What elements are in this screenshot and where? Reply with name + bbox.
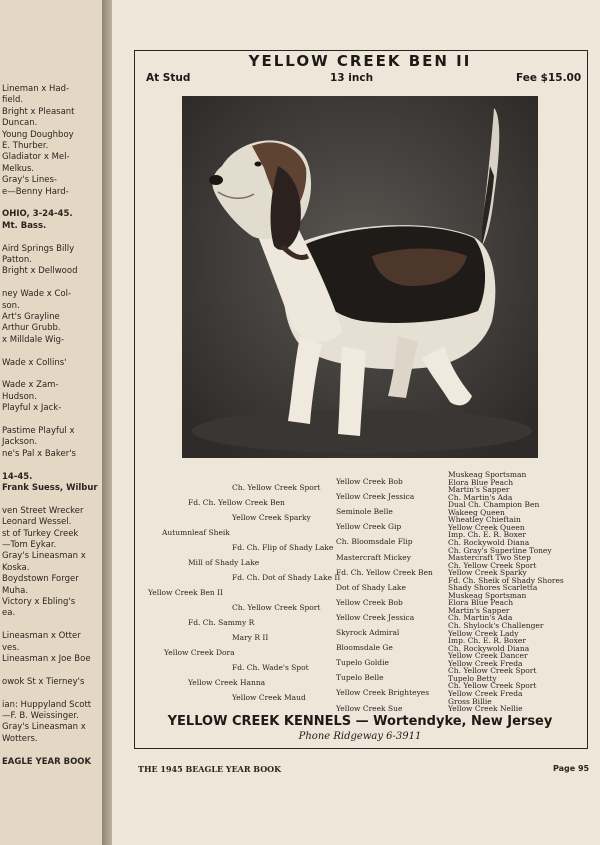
left-page-line: Wotters. xyxy=(2,733,38,744)
pedigree-gen4: Seminole Belle xyxy=(336,507,393,517)
left-page-line: ne's Pal x Baker's xyxy=(2,448,76,459)
pedigree-gen5: Ch. Yellow Creek Sport xyxy=(448,560,537,570)
left-page-line: ves. xyxy=(2,642,20,653)
left-page-line: —Tom Eykar. xyxy=(2,540,57,550)
pedigree-gen5: Wakeeg Queen xyxy=(448,507,505,517)
kennel-name: YELLOW CREEK KENNELS — Wortendyke, New Jersey xyxy=(167,714,553,729)
left-page-line: Young Doughboy xyxy=(2,129,74,140)
left-page-line: Wade x Collins' xyxy=(2,357,67,368)
pedigree-subject: Yellow Creek Ben II xyxy=(148,588,224,597)
pedigree-gen2: Mill of Shady Lake xyxy=(188,558,260,567)
footer-page-number: Page 95 xyxy=(553,764,590,773)
left-page-line: Gray's Lineasman x xyxy=(2,551,86,562)
pedigree-gen3: Fd. Ch. Flip of Shady Lake xyxy=(232,543,334,552)
pedigree-gen4: Yellow Creek Bob xyxy=(336,477,403,486)
left-page-line: ney Wade x Col- xyxy=(2,289,72,300)
pedigree-gen5: Elora Blue Peach xyxy=(448,598,514,608)
pedigree-gen5: Yellow Creek Sparky xyxy=(448,568,527,578)
pedigree-gen5: Tupelo Betty xyxy=(448,673,497,683)
pedigree-gen5: Muskeag Sportsman xyxy=(448,470,527,479)
pedigree-gen5: Yellow Creek Nellie xyxy=(448,704,523,714)
pedigree-gen5: Fd. Ch. Sheik of Shady Shores xyxy=(448,575,564,585)
pedigree-gen5: Ch. Rockywold Diana xyxy=(448,537,530,547)
pedigree-gen5: Imp. Ch. E. R. Boxer xyxy=(448,636,526,646)
left-page-line: x Milldale Wig- xyxy=(2,334,65,345)
left-page-line: owok St x Tierney's xyxy=(2,676,85,687)
left-page-line: Wade x Zam- xyxy=(2,380,59,391)
pedigree-gen5: Dual Ch. Champion Ben xyxy=(448,500,540,510)
pedigree-gen4: Ch. Bloomsdale Flip xyxy=(336,537,413,547)
pedigree-gen5: Ch. Yellow Creek Sport xyxy=(448,681,537,691)
left-page-line: Victory x Ebling's xyxy=(2,597,76,607)
pedigree-gen4: Fd. Ch. Yellow Creek Ben xyxy=(336,567,433,577)
pedigree-gen2: Autumnleaf Sheik xyxy=(162,528,230,537)
pedigree-gen5: Martin's Sapper xyxy=(448,485,510,495)
pedigree-gen5: Ch. Gray's Superline Toney xyxy=(448,545,552,555)
left-page-line: Leonard Wessel. xyxy=(2,517,72,528)
pedigree-gen5: Gross Billie xyxy=(448,696,492,706)
pedigree-gen4: Dot of Shady Lake xyxy=(336,582,406,592)
left-page-line: Patton. xyxy=(2,255,32,265)
pedigree-gen4: Yellow Creek Brighteyes xyxy=(336,688,430,698)
pedigree-gen2: Yellow Creek Hanna xyxy=(188,678,266,687)
left-page-line: —F. B. Weissinger. xyxy=(2,711,79,721)
left-page-line: 14-45. xyxy=(2,471,33,482)
left-page-line: Muha. xyxy=(2,585,29,596)
pedigree-gen3: Yellow Creek Maud xyxy=(232,693,306,702)
left-page-line: ian: Huppyland Scott xyxy=(2,699,92,710)
pedigree-gen4: Skyrock Admiral xyxy=(336,628,400,637)
left-page-line: son. xyxy=(2,300,20,311)
pedigree-gen4: Yellow Creek Gip xyxy=(336,522,402,532)
left-page-line: Lineasman x Joe Boe xyxy=(2,654,91,664)
pedigree-gen4: Tupelo Belle xyxy=(336,673,384,683)
left-page-line: Lineasman x Otter xyxy=(2,631,81,642)
left-page-line: Koska. xyxy=(2,562,30,573)
pedigree-gen5: Shady Shores Scarletta xyxy=(448,583,538,593)
left-page-line: E. Thurber. xyxy=(2,141,49,151)
left-page-line: Pastime Playful x xyxy=(2,426,75,436)
pedigree-gen3: Fd. Ch. Dot of Shady Lake II xyxy=(232,573,341,582)
footer-book-title: THE 1945 BEAGLE YEAR BOOK xyxy=(138,764,282,774)
pedigree-gen4: Yellow Creek Bob xyxy=(336,597,403,607)
pedigree-dam: Yellow Creek Dora xyxy=(164,648,235,657)
left-page-line: Hudson. xyxy=(2,391,37,402)
pedigree-gen3: Ch. Yellow Creek Sport xyxy=(232,603,321,612)
kennel-phone: Phone Ridgeway 6-3911 xyxy=(298,731,422,742)
left-page-line: EAGLE YEAR BOOK xyxy=(2,756,92,767)
left-page-line: ven Street Wrecker xyxy=(2,505,84,516)
pedigree-gen5: Yellow Creek Freda xyxy=(448,658,523,668)
left-page-line: Gray's Lines- xyxy=(2,175,57,186)
left-page-line: Aird Springs Billy xyxy=(2,243,75,254)
pedigree-gen4: Yellow Creek Sue xyxy=(336,703,403,713)
pedigree-gen3: Fd. Ch. Wade's Spot xyxy=(232,663,309,672)
left-page-line: Boydstown Forger xyxy=(2,574,79,585)
pedigree-gen5: Elora Blue Peach xyxy=(448,477,514,487)
pedigree-gen2: Fd. Ch. Sammy R xyxy=(188,618,255,627)
pedigree-gen5: Ch. Shylock's Challenger xyxy=(448,621,544,630)
left-page-line: Arthur Grubb. xyxy=(2,323,61,334)
pedigree-gen4: Yellow Creek Jessica xyxy=(336,612,415,622)
pedigree-gen3: Mary R II xyxy=(232,633,269,642)
pedigree-gen5: Yellow Creek Queen xyxy=(448,522,525,532)
pedigree-gen3: Ch. Yellow Creek Sport xyxy=(232,483,321,492)
pedigree-gen4: Bloomsdale Ge xyxy=(336,643,393,653)
left-page-line: Duncan. xyxy=(2,118,38,129)
at-stud-label: At Stud xyxy=(146,72,191,84)
left-page-line: Melkus. xyxy=(2,163,35,174)
left-page-line: field. xyxy=(2,95,24,106)
left-page-line: Bright x Dellwood xyxy=(2,266,78,277)
pedigree-gen5: Ch. Martin's Ada xyxy=(448,492,513,502)
pedigree-gen5: Ch. Yellow Creek Sport xyxy=(448,666,537,676)
pedigree-gen5: Yellow Creek Dancer xyxy=(448,651,528,661)
pedigree-gen5: Yellow Creek Freda xyxy=(448,688,523,698)
pedigree-gen5: Ch. Martin's Ada xyxy=(448,613,513,623)
pedigree-gen5: Mastercraft Two Step xyxy=(448,553,531,563)
left-page-line: st of Turkey Creek xyxy=(2,528,79,539)
left-page-line: Jackson. xyxy=(2,437,38,448)
left-page-line: Playful x Jack- xyxy=(2,403,62,414)
ad-title: YELLOW CREEK BEN II xyxy=(248,52,472,70)
left-page-line: e—Benny Hard- xyxy=(2,186,69,197)
left-page-line: Mt. Bass. xyxy=(2,220,47,231)
pedigree-gen3: Yellow Creek Sparky xyxy=(232,513,311,522)
left-page-line: Art's Grayline xyxy=(2,312,60,322)
left-page-line: Bright x Pleasant xyxy=(2,106,75,117)
left-page-line: OHIO, 3-24-45. xyxy=(2,209,73,220)
left-page-line: ea. xyxy=(2,608,16,619)
left-page-line: Lineman x Had- xyxy=(2,84,70,94)
size-label: 13 inch xyxy=(330,72,374,84)
left-page-line: Frank Suess, Wilbur xyxy=(2,483,98,493)
pedigree-gen5: Ch. Rockywold Diana xyxy=(448,643,530,653)
pedigree-gen5: Muskeag Sportsman xyxy=(448,590,527,600)
pedigree-gen5: Wheatley Chieftain xyxy=(448,515,521,525)
left-page-line: Gray's Lineasman x xyxy=(2,722,86,733)
pedigree-gen3: Fd. Ch. Yellow Creek Ben xyxy=(188,498,285,507)
fee-label: Fee $15.00 xyxy=(516,72,582,84)
pedigree-gen4: Tupelo Goldie xyxy=(336,658,389,668)
left-page-line: Gladiator x Mel- xyxy=(2,152,70,163)
pedigree-gen5: Martin's Sapper xyxy=(448,605,510,615)
pedigree-gen4: Yellow Creek Jessica xyxy=(336,492,415,502)
pedigree-gen4: Mastercraft Mickey xyxy=(336,552,411,562)
pedigree-gen5: Yellow Creek Lady xyxy=(448,628,519,638)
pedigree-gen5: Imp. Ch. E. R. Boxer xyxy=(448,530,526,540)
